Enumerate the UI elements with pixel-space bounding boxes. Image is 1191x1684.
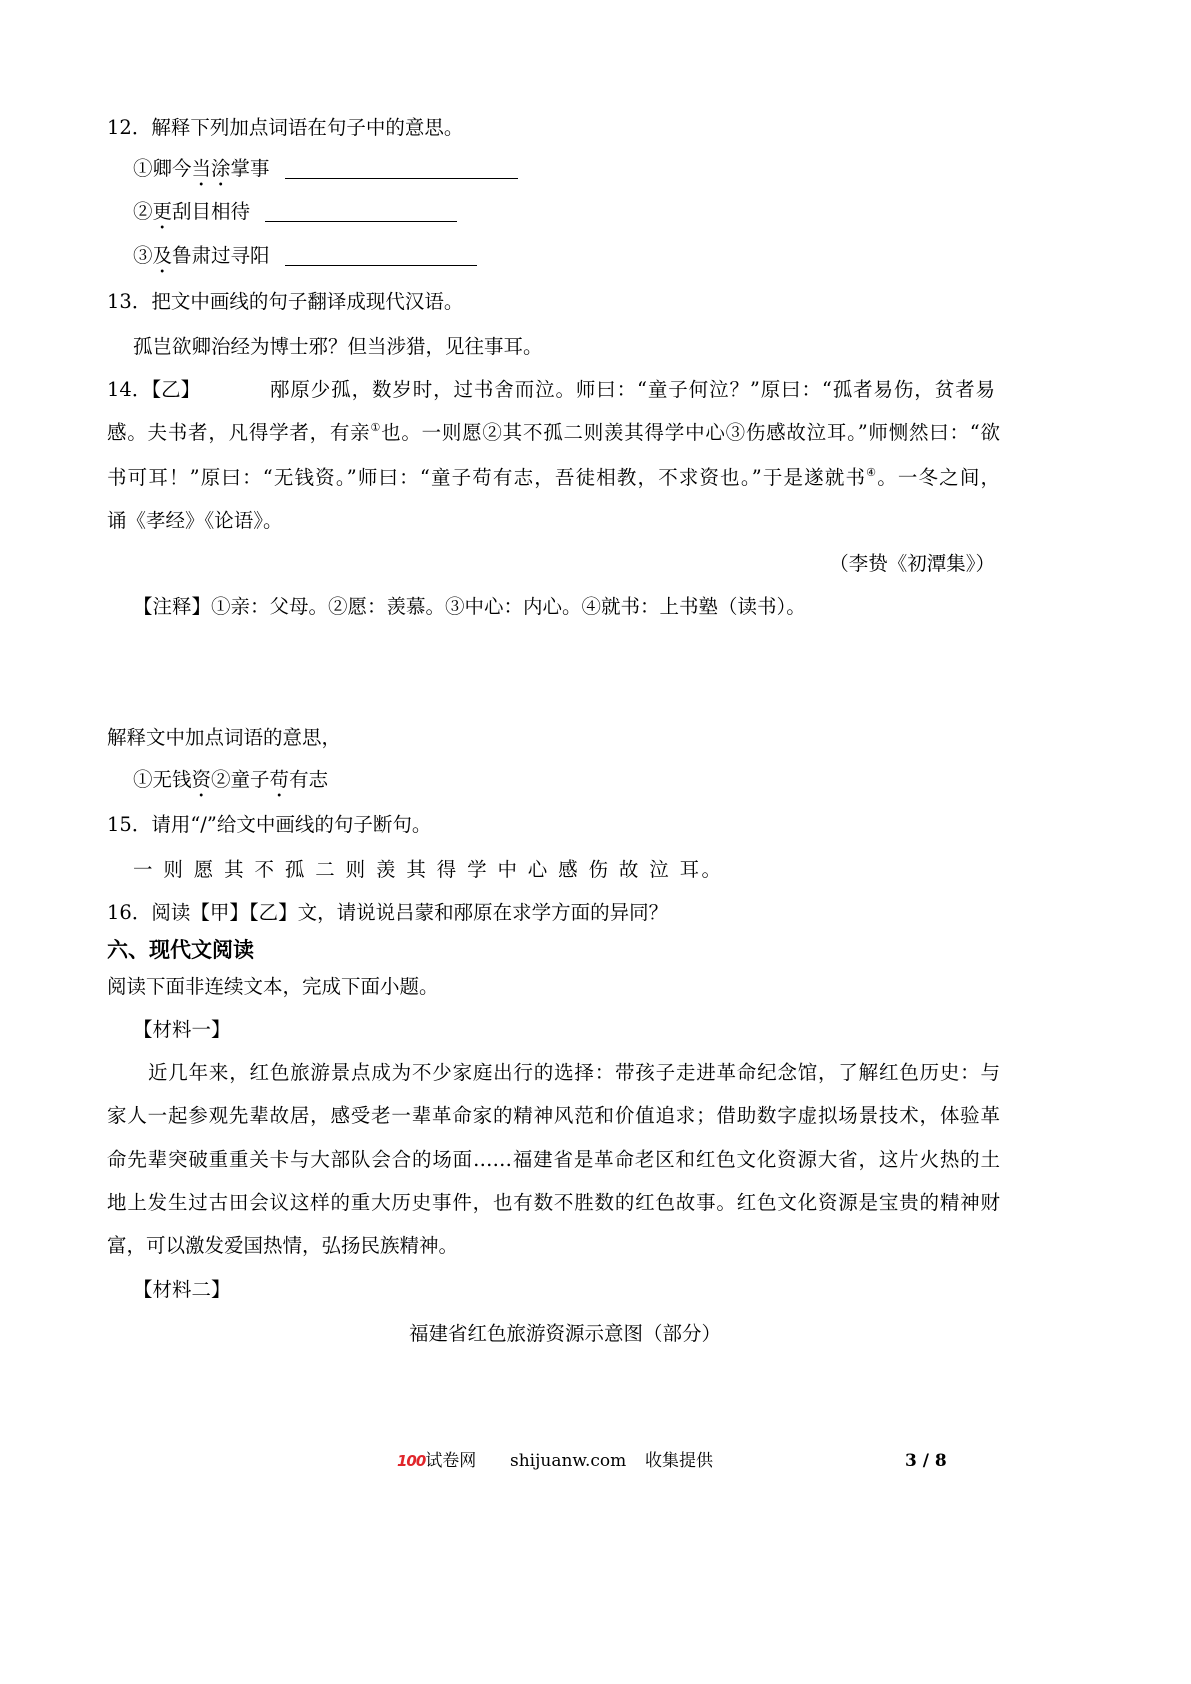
q14-item-2-pre: ②童子 — [211, 768, 270, 791]
answer-blank-3 — [285, 265, 477, 266]
q14-passage-line-4: 诵《孝经》《论语》。 — [107, 509, 283, 532]
q12-item-1-post: 掌事 — [230, 157, 270, 180]
note-mark-1: ① — [370, 421, 382, 434]
q14-passage-line-3-b: 。一冬之间， — [877, 466, 1000, 489]
section-intro: 阅读下面非连续文本，完成下面小题。 — [107, 975, 439, 998]
q14-notes: 【注释】①亲：父母。②愿：羡慕。③中心：内心。④就书：上书塾（读书）。 — [133, 595, 806, 618]
footer-logo — [397, 1449, 476, 1473]
q14-passage-line-2-b: 也。一则愿②其不孤二则羡其得学中心③伤感故泣耳。”师恻然曰：“欲 — [381, 421, 1000, 444]
footer-credit: 收集提供 — [645, 1451, 713, 1471]
q14-passage-line-3 — [107, 466, 1000, 490]
answer-blank-2 — [265, 221, 457, 222]
q15-stem: 15．请用“/”给文中画线的句子断句。 — [107, 813, 432, 836]
footer-site: shijuanw.com — [510, 1451, 627, 1471]
logo-number: 100 — [397, 1452, 426, 1470]
q14-passage-line-2 — [107, 421, 1000, 445]
section-title: 六、现代文阅读 — [107, 938, 254, 962]
page-number: 3 / 8 — [905, 1451, 947, 1471]
q13-stem: 13．把文中画线的句子翻译成现代汉语。 — [107, 290, 464, 313]
q12-item-3-post: 鲁肃过寻阳 — [172, 244, 270, 267]
material-1-line-2: 家人一起参观先辈故居，感受老一辈革命家的精神风范和价值追求；借助数字虚拟场景技术，体验革 — [107, 1104, 1000, 1127]
figure-caption: 福建省红色旅游资源示意图（部分） — [408, 1322, 721, 1345]
material-1-line-3: 命先辈突破重重关卡与大部队会合的场面……福建省是革命老区和红色文化资源大省，这片火热的土 — [107, 1148, 1000, 1171]
q14-source: （李贽《初潭集》） — [829, 552, 995, 575]
q16-stem: 16．阅读【甲】【乙】文，请说说吕蒙和邴原在求学方面的异同？ — [107, 901, 669, 924]
material-1-line-1: 近几年来，红色旅游景点成为不少家庭出行的选择：带孩子走进革命纪念馆，了解红色历史：与 — [148, 1061, 1000, 1084]
q14-label: 14．【乙】 — [107, 378, 201, 401]
q12-item-2-post: 刮目相待 — [172, 200, 251, 223]
q12-item-3-dotted-word: 及 — [152, 244, 173, 267]
material-1-label: 【材料一】 — [133, 1018, 231, 1041]
q14-passage-line-1: 邴原少孤，数岁时，过书舍而泣。师曰：“童子何泣？”原曰：“孤者易伤，贫者易 — [270, 378, 995, 401]
q14-item-2-post: 有志 — [289, 768, 329, 791]
material-2-label: 【材料二】 — [133, 1278, 231, 1301]
q12-item-1-pre: ①卿今 — [133, 157, 192, 180]
logo-text: 试卷网 — [425, 1451, 477, 1471]
q12-item-1 — [133, 157, 270, 181]
q13-sentence: 孤岂欲卿治经为博士邪？但当涉猎，见往事耳。 — [133, 335, 543, 358]
q14-items — [133, 768, 328, 792]
answer-blank-1 — [285, 178, 518, 179]
q14-passage-line-3-a: 书可耳！”原曰：“无钱资。”师曰：“童子苟有志，吾徒相教，不求资也。”于是遂就书 — [107, 466, 867, 489]
q12-stem: 12．解释下列加点词语在句子中的意思。 — [107, 116, 464, 139]
q12-item-3-pre: ③ — [133, 244, 153, 267]
q14-item-2-dotted-word: 苟 — [269, 768, 290, 791]
q14-sub-stem: 解释文中加点词语的意思， — [107, 726, 342, 749]
q14-item-1-dotted-word: 资 — [191, 768, 212, 791]
q12-item-2 — [133, 200, 250, 224]
q12-item-2-dotted-word: 更 — [152, 200, 173, 223]
q12-item-2-pre: ② — [133, 200, 153, 223]
q15-sentence: 一 则 愿 其 不 孤 二 则 羡 其 得 学 中 心 感 伤 故 泣 耳。 — [133, 858, 721, 881]
q14-item-1-pre: ①无钱 — [133, 768, 192, 791]
q14-passage-line-2-a: 感。夫书者，凡得学者，有亲 — [107, 421, 371, 444]
material-1-line-5: 富，可以激发爱国热情，弘扬民族精神。 — [107, 1234, 459, 1257]
q12-item-3 — [133, 244, 270, 268]
material-1-line-4: 地上发生过古田会议这样的重大历史事件，也有数不胜数的红色故事。红色文化资源是宝贵的精神财 — [107, 1191, 1000, 1214]
note-mark-4: ④ — [866, 466, 878, 479]
q12-item-1-dotted-word: 当涂 — [191, 157, 231, 180]
